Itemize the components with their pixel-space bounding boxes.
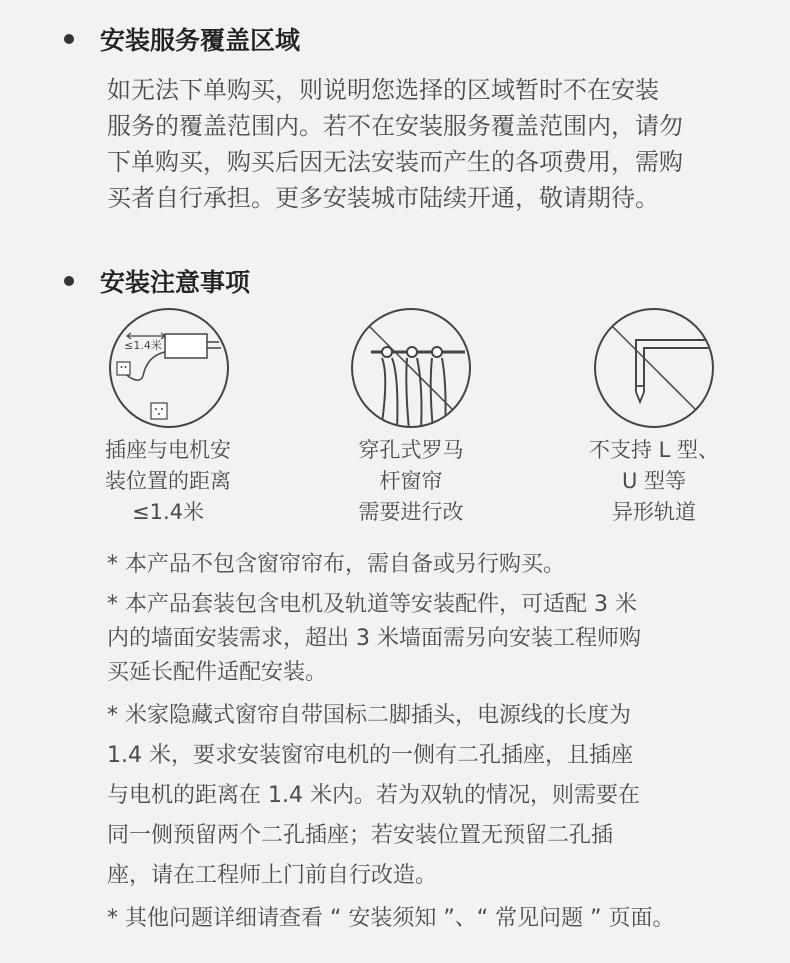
section-heading-coverage	[64, 26, 300, 56]
no-grommet-rod-icon	[349, 306, 473, 430]
note-line: * 本产品套装包含电机及轨道等安装配件，可适配 3 米	[107, 592, 637, 617]
paragraph-line: 下单购买，购买后因无法安装而产生的各项费用，需购	[107, 148, 683, 176]
caption-grommet-rod	[301, 435, 521, 528]
paragraph-line: 买者自行承担。更多安装城市陆续开通，敬请期待。	[107, 184, 659, 212]
notes-list	[107, 548, 747, 936]
bullet-icon	[64, 34, 74, 44]
caption-line: 插座与电机安	[105, 438, 231, 462]
no-l-track-icon	[592, 306, 716, 430]
caption-line: 异形轨道	[612, 500, 696, 524]
caption-line: ≤1.4米	[132, 500, 204, 524]
bullet-icon	[64, 276, 74, 286]
section-title: 安装注意事项	[100, 268, 251, 297]
note-line: 与电机的距离在 1.4 米内。若为双轨的情况，则需要在	[107, 783, 640, 808]
note-line: 同一侧预留两个二孔插座；若安装位置无预留二孔插	[107, 823, 614, 848]
caption-line: 装位置的距离	[105, 469, 231, 493]
note-line: 1.4 米，要求安装窗帘电机的一侧有二孔插座，且插座	[107, 743, 633, 768]
caption-line: 穿孔式罗马	[358, 438, 464, 462]
paragraph-line: 如无法下单购买，则说明您选择的区域暂时不在安装	[107, 76, 659, 104]
caption-socket-distance	[58, 435, 278, 528]
coverage-paragraph	[107, 72, 747, 216]
note-line: 买延长配件适配安装。	[107, 660, 328, 685]
socket-distance-icon	[107, 306, 231, 430]
note-line: * 其他问题详细请查看 “ 安装须知 ”、“ 常见问题 ” 页面。	[107, 906, 675, 931]
section-title: 安装服务覆盖区域	[100, 26, 301, 55]
caption-line: 不支持 L 型、	[588, 438, 720, 462]
caption-l-track	[544, 435, 764, 528]
caption-line: 需要进行改	[358, 500, 464, 524]
note-line: * 本产品不包含窗帘帘布，需自备或另行购买。	[107, 552, 565, 577]
note-line: 内的墙面安装需求，超出 3 米墙面需另向安装工程师购	[107, 626, 641, 651]
caption-line: U 型等	[621, 469, 687, 493]
note-line: 座，请在工程师上门前自行改造。	[107, 863, 438, 888]
section-heading-notes	[64, 268, 250, 298]
caption-line: 杆窗帘	[379, 469, 443, 493]
note-line: * 米家隐藏式窗帘自带国标二脚插头，电源线的长度为	[107, 703, 631, 728]
distance-label: ≤1.4米	[124, 339, 162, 352]
paragraph-line: 服务的覆盖范围内。若不在安装服务覆盖范围内，请勿	[107, 112, 683, 140]
